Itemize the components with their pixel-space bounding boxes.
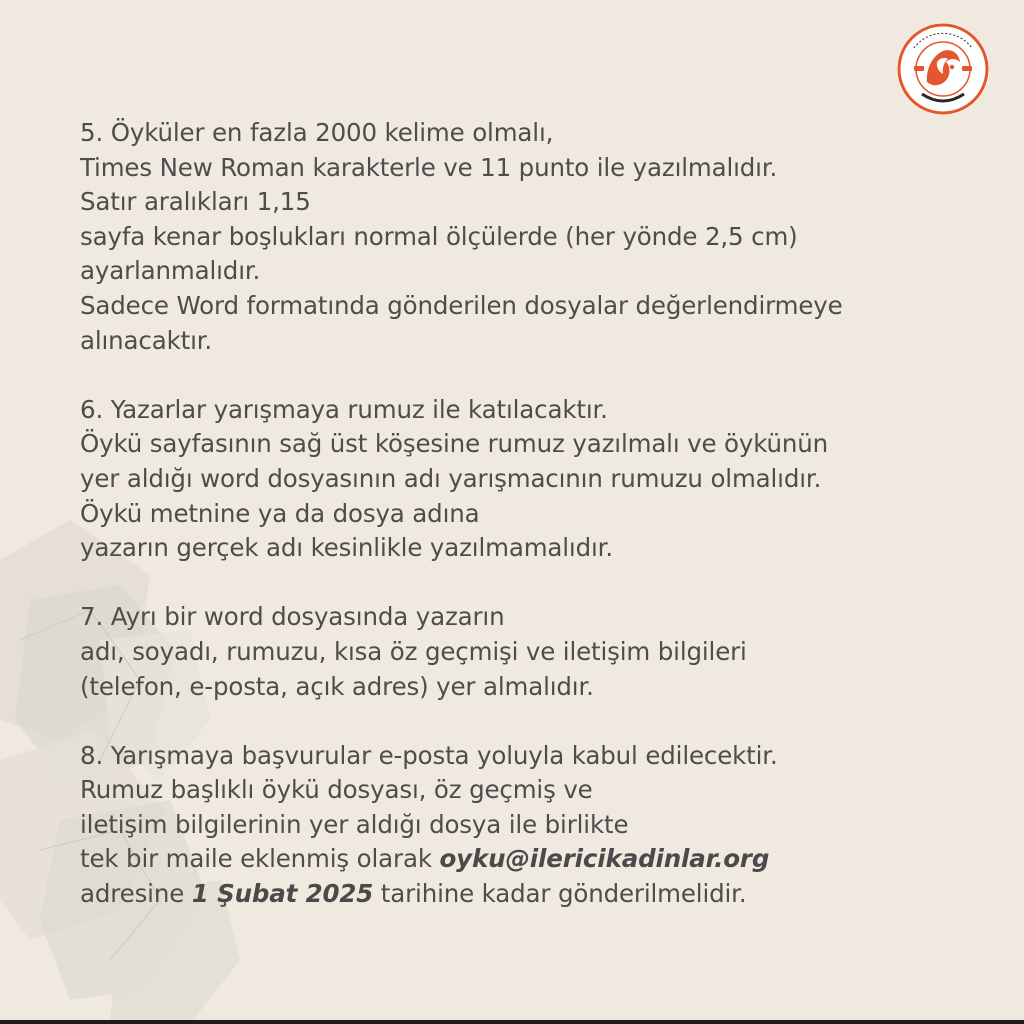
text-line: ayarlanmalıdır. [80,256,261,286]
text-line: Satır aralıkları 1,15 [80,187,311,217]
email-line [80,842,980,877]
rules-text [80,116,980,912]
deadline-line [80,877,980,912]
email-line-prefix: tek bir maile eklenmiş olarak [80,844,440,874]
text-line: yer aldığı word dosyasının adı yarışmacının rumuzu olmalıdır. [80,463,822,493]
deadline-prefix: adresine [80,879,192,909]
text-line: Sadece Word formatında gönderilen dosyalar değerlendirmeye [80,290,843,320]
text-line: Rumuz başlıklı öykü dosyası, öz geçmiş ve [80,775,593,805]
rule-7-paragraph [80,600,980,704]
text-line: sayfa kenar boşlukları normal ölçülerde (her yönde 2,5 cm) [80,221,798,251]
rule-6-paragraph [80,393,980,566]
text-line: Öykü sayfasının sağ üst köşesine rumuz yazılmalı ve öykünün [80,429,829,459]
text-line: Times New Roman karakterle ve 11 punto ile yazılmalıdır. [80,152,778,182]
text-line: 6. Yazarlar yarışmaya rumuz ile katılacaktır. [80,394,608,424]
deadline-suffix: tarihine kadar gönderilmelidir. [373,879,747,909]
text-line: 7. Ayrı bir word dosyasında yazarın [80,602,505,632]
text-line: (telefon, e-posta, açık adres) yer almalıdır. [80,671,594,701]
text-line: iletişim bilgilerinin yer aldığı dosya ile birlikte [80,809,629,839]
email-address: oyku@ilericikadinlar.org [439,844,770,874]
text-line: alınacaktır. [80,325,213,355]
text-line: Öykü metnine ya da dosya adına [80,498,480,528]
text-line: 5. Öyküler en fazla 2000 kelime olmalı, [80,118,554,147]
rule-5-paragraph [80,116,980,358]
association-logo [896,22,990,116]
deadline-date: 1 Şubat 2025 [191,879,374,909]
text-line: adı, soyadı, rumuzu, kısa öz geçmişi ve iletişim bilgileri [80,636,747,666]
bottom-border [0,1020,1024,1024]
rule-8-paragraph [80,739,980,912]
text-line: 8. Yarışmaya başvurular e-posta yoluyla kabul edilecektir. [80,740,778,770]
text-line: yazarın gerçek adı kesinlikle yazılmamalıdır. [80,533,613,563]
